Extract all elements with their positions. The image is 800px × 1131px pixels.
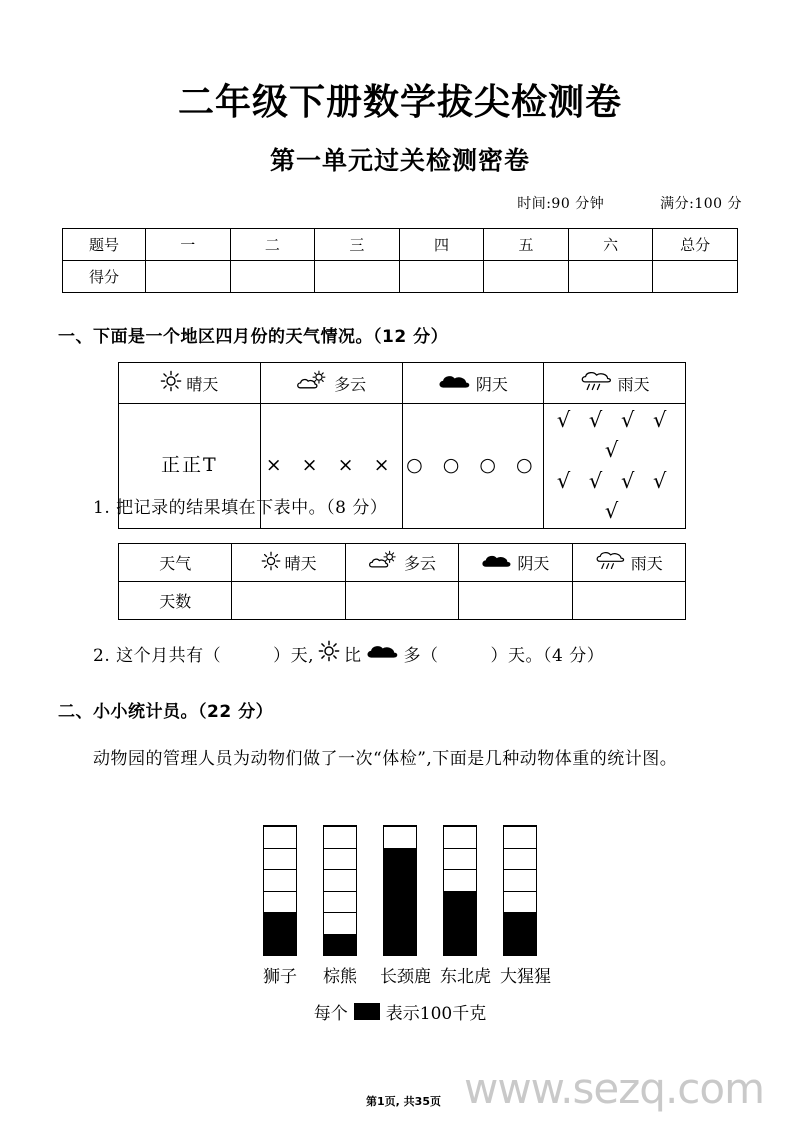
bar-cell xyxy=(324,869,356,891)
count-header-label: 晴天 xyxy=(284,554,317,573)
bar-brown-bear xyxy=(323,825,357,956)
bar-cell xyxy=(504,891,536,913)
count-header-label: 多云 xyxy=(403,554,436,573)
score-table-col-4: 四 xyxy=(399,229,484,261)
sub-question-2-part-b: ）天, xyxy=(273,646,315,666)
tally-marks-overcast xyxy=(402,404,544,529)
bar-label-giraffe: 长颈鹿 xyxy=(380,967,431,987)
bar-label-gorilla: 大猩猩 xyxy=(500,967,551,987)
chart-legend xyxy=(0,999,800,1024)
score-input-cell-4[interactable] xyxy=(399,261,484,293)
count-table-row-header: 天数 xyxy=(119,582,232,620)
table-row xyxy=(119,363,686,404)
bar-giraffe xyxy=(383,825,417,956)
partly-cloudy-icon xyxy=(368,550,400,575)
bar-cell xyxy=(444,848,476,870)
bar-cell xyxy=(384,869,416,891)
sun-icon xyxy=(318,640,340,667)
tally-mark-line: 正正T xyxy=(161,454,218,477)
sub-question-2-text xyxy=(93,640,604,667)
bar-column-siberian-tiger xyxy=(440,825,480,956)
sub-question-1-text: 1. 把记录的结果填在下表中。（8 分） xyxy=(93,498,388,518)
bar-cell xyxy=(264,869,296,891)
question-two-heading: 二、小小统计员。（22 分） xyxy=(58,702,274,722)
bar-cell xyxy=(264,934,296,956)
tally-header-label: 雨天 xyxy=(617,374,650,394)
bar-cell xyxy=(444,934,476,956)
bar-label-lion: 狮子 xyxy=(263,967,297,987)
overcast-icon xyxy=(438,371,472,395)
bar-cell xyxy=(384,934,416,956)
bar-siberian-tiger xyxy=(443,825,477,956)
tally-header-sunny xyxy=(119,363,261,404)
rain-icon xyxy=(595,549,627,576)
count-answer-rain[interactable] xyxy=(572,582,685,620)
score-table-col-total: 总分 xyxy=(653,229,738,261)
tally-mark-line: √ √ √ √ √ xyxy=(556,468,673,524)
page-subtitle: 第一单元过关检测密卷 xyxy=(269,146,530,176)
tally-header-rain xyxy=(544,363,686,404)
page-title: 二年级下册数学拔尖检测卷 xyxy=(177,82,622,123)
table-row xyxy=(63,229,738,261)
score-table-col-6: 六 xyxy=(568,229,653,261)
score-input-cell-6[interactable] xyxy=(568,261,653,293)
score-table-row-header: 题号 xyxy=(63,229,146,261)
bar-cell xyxy=(444,869,476,891)
count-header-label: 阴天 xyxy=(517,554,550,573)
bar-cell xyxy=(504,826,536,848)
bar-cell xyxy=(444,891,476,913)
tally-mark-line: × × × × xyxy=(265,454,397,477)
sun-icon xyxy=(261,551,281,575)
sub-question-2-part-d: 多（ xyxy=(403,646,439,666)
bar-column-gorilla xyxy=(500,825,540,956)
bar-cell xyxy=(504,848,536,870)
bar-cell xyxy=(324,912,356,934)
question-one-heading: 一、下面是一个地区四月份的天气情况。（12 分） xyxy=(58,327,449,347)
bar-cell xyxy=(504,912,536,934)
count-header-label: 雨天 xyxy=(630,554,663,573)
tally-header-label: 阴天 xyxy=(475,374,508,394)
table-row xyxy=(119,582,686,620)
sun-icon xyxy=(160,370,182,396)
watermark-text: www.sezq.com xyxy=(463,1064,764,1113)
bar-lion xyxy=(263,825,297,956)
animal-weight-chart xyxy=(0,826,800,1024)
bar-cell xyxy=(324,934,356,956)
partly-cloudy-icon xyxy=(296,370,330,396)
tally-header-cloudy xyxy=(260,363,402,404)
chart-bars xyxy=(0,826,800,956)
score-input-cell-5[interactable] xyxy=(484,261,569,293)
count-header-sunny xyxy=(232,544,345,582)
bar-cell xyxy=(324,826,356,848)
footer-page-number: 第1页, 共35页 xyxy=(366,1095,441,1108)
bar-column-lion xyxy=(260,825,300,956)
tally-mark-line: √ √ √ √ √ xyxy=(556,408,673,463)
score-table-row-header: 得分 xyxy=(63,261,146,293)
bar-cell xyxy=(384,826,416,848)
bar-cell xyxy=(264,826,296,848)
sub-question-2-part-a: 2. 这个月共有（ xyxy=(93,646,222,666)
full-score-label: 满分:100 分 xyxy=(660,196,742,212)
tally-marks-rain xyxy=(544,404,686,529)
overcast-icon xyxy=(366,641,400,666)
overcast-icon xyxy=(481,551,513,574)
tally-mark-line: ○ ○ ○ ○ xyxy=(406,454,540,477)
chart-category-labels xyxy=(0,962,800,987)
count-answer-overcast[interactable] xyxy=(459,582,572,620)
count-header-rain xyxy=(572,544,685,582)
score-input-cell-2[interactable] xyxy=(230,261,315,293)
score-table-col-5: 五 xyxy=(484,229,569,261)
count-header-cloudy xyxy=(345,544,458,582)
legend-prefix: 每个 xyxy=(313,1004,348,1024)
bar-cell xyxy=(504,869,536,891)
bar-cell xyxy=(384,912,416,934)
score-table xyxy=(62,228,738,293)
tally-header-label: 多云 xyxy=(334,374,367,394)
table-row xyxy=(63,261,738,293)
count-header-overcast xyxy=(459,544,572,582)
score-input-cell-1[interactable] xyxy=(146,261,231,293)
bar-column-brown-bear xyxy=(320,825,360,956)
bar-cell xyxy=(324,891,356,913)
legend-swatch-icon xyxy=(354,1003,380,1020)
exam-meta xyxy=(517,193,742,213)
bar-cell xyxy=(264,912,296,934)
tally-header-label: 晴天 xyxy=(186,374,219,394)
score-input-cell-3[interactable] xyxy=(315,261,400,293)
table-row xyxy=(119,544,686,582)
bar-gorilla xyxy=(503,825,537,956)
time-limit-label: 时间:90 分钟 xyxy=(517,196,605,212)
count-table-row-header: 天气 xyxy=(119,544,232,582)
question-two-body: 动物园的管理人员为动物们做了一次“体检”,下面是几种动物体重的统计图。 xyxy=(93,749,678,769)
bar-column-giraffe xyxy=(380,825,420,956)
weather-count-table xyxy=(118,543,686,620)
bar-cell xyxy=(444,912,476,934)
bar-label-siberian-tiger: 东北虎 xyxy=(440,967,491,987)
score-table-col-1: 一 xyxy=(146,229,231,261)
sub-question-2-part-c: 比 xyxy=(344,646,362,666)
bar-label-brown-bear: 棕熊 xyxy=(323,967,357,987)
tally-header-overcast xyxy=(402,363,544,404)
score-input-cell-total[interactable] xyxy=(653,261,738,293)
bar-cell xyxy=(384,848,416,870)
bar-cell xyxy=(504,934,536,956)
score-table-col-3: 三 xyxy=(315,229,400,261)
count-answer-cloudy[interactable] xyxy=(345,582,458,620)
bar-cell xyxy=(384,891,416,913)
score-table-col-2: 二 xyxy=(230,229,315,261)
bar-cell xyxy=(264,891,296,913)
bar-cell xyxy=(324,848,356,870)
bar-cell xyxy=(264,848,296,870)
sub-question-2-part-e: ）天。（4 分） xyxy=(490,646,605,666)
rain-icon xyxy=(580,369,614,397)
legend-suffix: 表示100千克 xyxy=(385,1004,487,1024)
count-answer-sunny[interactable] xyxy=(232,582,345,620)
bar-cell xyxy=(444,826,476,848)
